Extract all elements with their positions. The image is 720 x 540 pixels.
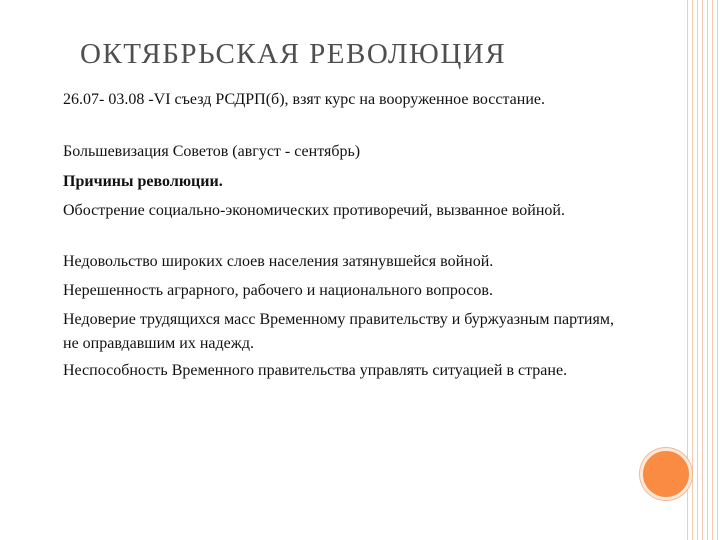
- bullet-text: Нерешенность аграрного, рабочего и национального вопросов.: [63, 282, 493, 299]
- bullet-text-heading: Причины революции.: [63, 173, 223, 190]
- bullet-text: Обострение социально-экономических противоречий, вызванное войной.: [63, 202, 565, 219]
- bullet-text: Неспособность Временного правительства управлять ситуацией в стране.: [63, 362, 568, 379]
- bullet-text: Большевизация Советов (август - сентябрь): [63, 143, 361, 160]
- bullet-text: 26.07- 03.08 -VI съезд РСДРП(б), взят курс на вооруженное восстание.: [63, 91, 546, 108]
- bullet-text: Недовольство широких слоев населения затянувшейся войной.: [63, 253, 494, 270]
- slide-title: ОКТЯБРЬСКАЯ РЕВОЛЮЦИЯ: [80, 38, 507, 70]
- bullet-text: Недоверие трудящихся масс Временному правительству и буржуазным партиям, не оправдавшим их надежд.: [63, 311, 614, 352]
- orange-circle-decoration: [640, 448, 692, 500]
